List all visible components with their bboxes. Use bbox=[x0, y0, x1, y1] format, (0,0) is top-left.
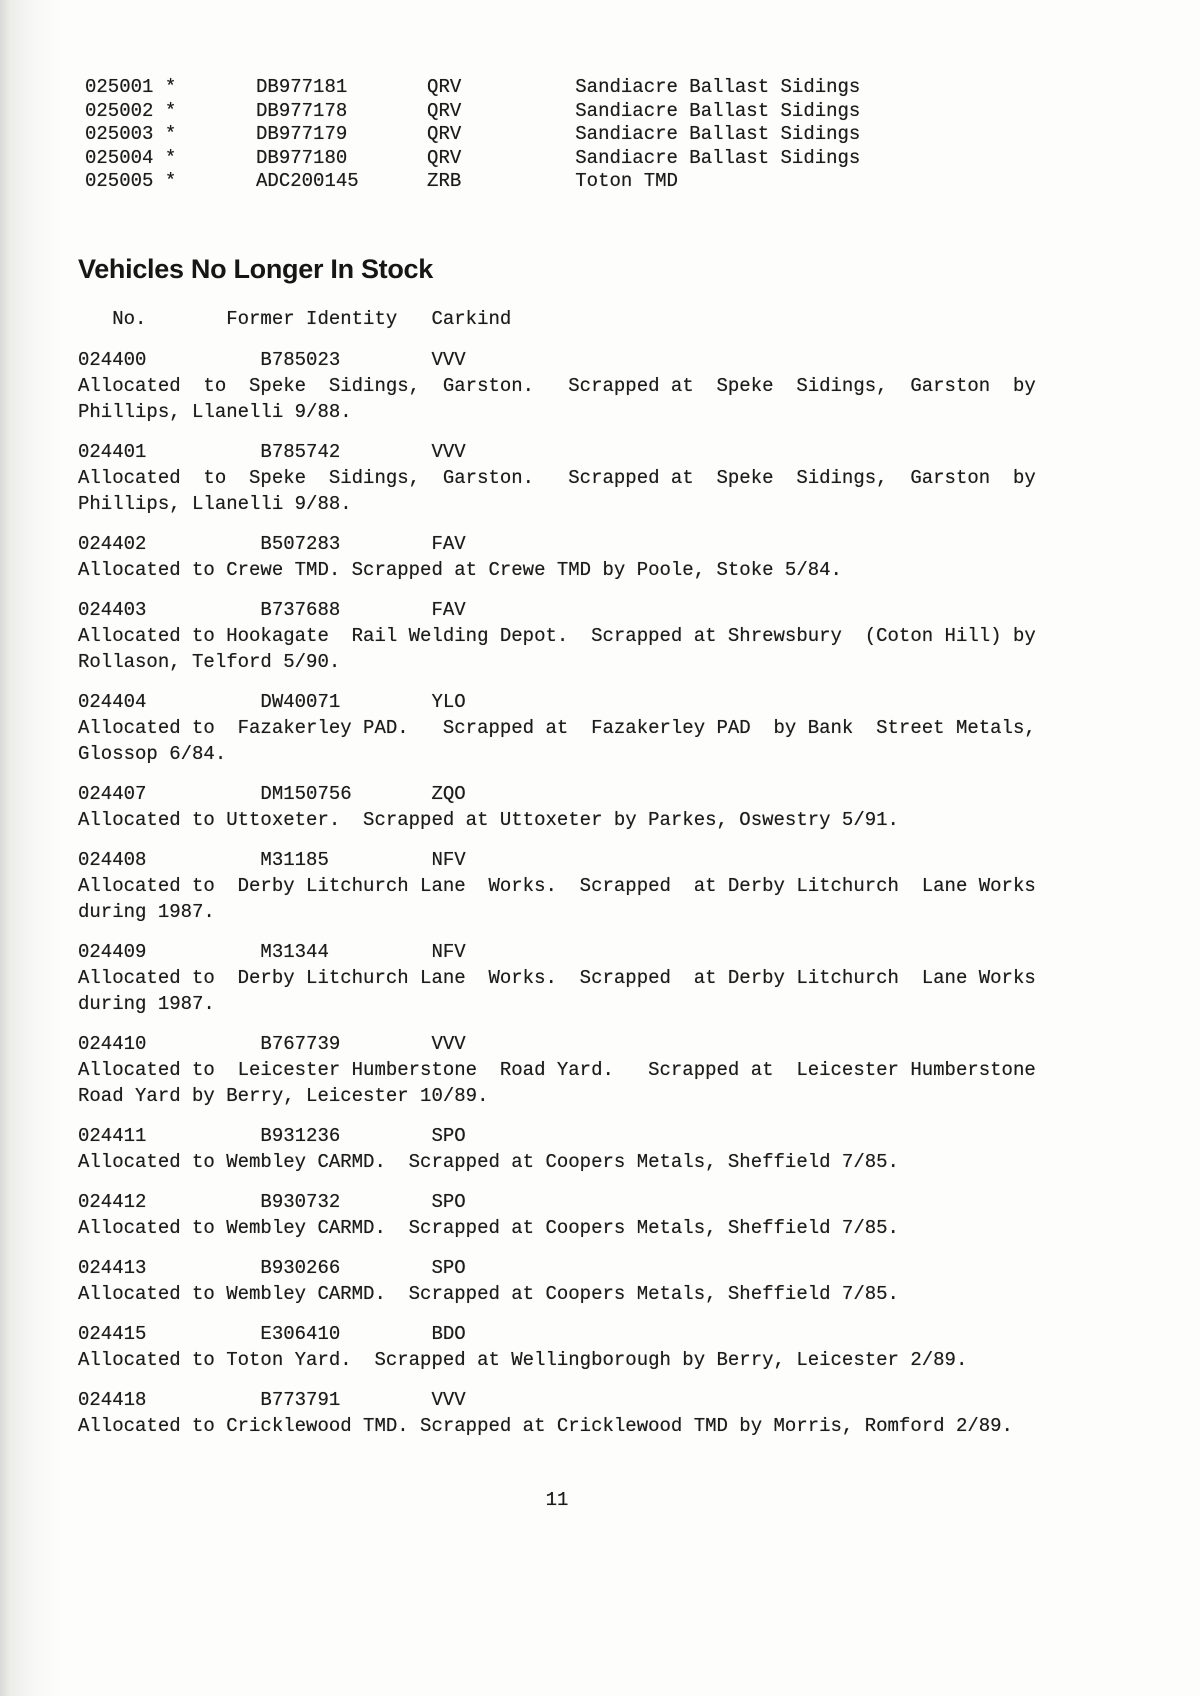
entry bbox=[78, 531, 1160, 583]
in-stock-table bbox=[85, 76, 1160, 194]
entry-detail-line: Glossop 6/84. bbox=[78, 742, 227, 765]
section-title: Vehicles No Longer In Stock bbox=[78, 253, 433, 284]
entry-header: 024407 DM150756 ZQO bbox=[78, 782, 466, 805]
entry-header: 024415 E306410 BDO bbox=[78, 1322, 466, 1345]
entry bbox=[78, 1387, 1160, 1439]
entry-detail-line: Allocated to Hookagate Rail Welding Depot. Scrapped at Shrewsbury (Coton Hill) by bbox=[78, 624, 1036, 647]
entry-header: 024403 B737688 FAV bbox=[78, 598, 466, 621]
entry-detail-line: Allocated to Speke Sidings, Garston. Scrapped at Speke Sidings, Garston by bbox=[78, 374, 1036, 397]
entry-detail-line: Allocated to Wembley CARMD. Scrapped at Coopers Metals, Sheffield 7/85. bbox=[78, 1150, 899, 1173]
column-header: No. Former Identity Carkind bbox=[78, 307, 512, 330]
entry-header: 024411 B931236 SPO bbox=[78, 1124, 466, 1147]
entry-header: 024418 B773791 VVV bbox=[78, 1388, 466, 1411]
entry-detail-line: Allocated to Derby Litchurch Lane Works. Scrapped at Derby Litchurch Lane Works bbox=[78, 966, 1036, 989]
entry bbox=[78, 939, 1160, 1017]
entry-detail-line: during 1987. bbox=[78, 900, 215, 923]
in-stock-row: 025004 * DB977180 QRV Sandiacre Ballast Sidings bbox=[85, 146, 861, 169]
entry-detail-line: Allocated to Crewe TMD. Scrapped at Crewe TMD by Poole, Stoke 5/84. bbox=[78, 558, 842, 581]
entry-detail-line: Phillips, Llanelli 9/88. bbox=[78, 400, 352, 423]
entry-header: 024409 M31344 NFV bbox=[78, 940, 466, 963]
entry-header: 024408 M31185 NFV bbox=[78, 848, 466, 871]
entry bbox=[78, 1123, 1160, 1175]
entry-header: 024402 B507283 FAV bbox=[78, 532, 466, 555]
entry bbox=[78, 347, 1160, 425]
entry bbox=[78, 597, 1160, 675]
entry-header: 024412 B930732 SPO bbox=[78, 1190, 466, 1213]
entry-detail-line: Allocated to Speke Sidings, Garston. Scrapped at Speke Sidings, Garston by bbox=[78, 466, 1036, 489]
entry-detail-line: Allocated to Fazakerley PAD. Scrapped at Fazakerley PAD by Bank Street Metals, bbox=[78, 716, 1036, 739]
entry bbox=[78, 781, 1160, 833]
entry bbox=[78, 689, 1160, 767]
in-stock-row: 025003 * DB977179 QRV Sandiacre Ballast Sidings bbox=[85, 123, 861, 145]
entry-header: 024413 B930266 SPO bbox=[78, 1256, 466, 1279]
entry-detail-line: Rollason, Telford 5/90. bbox=[78, 650, 341, 673]
entry-detail-line: Road Yard by Berry, Leicester 10/89. bbox=[78, 1084, 489, 1107]
entry bbox=[78, 1321, 1160, 1373]
entry-header: 024410 B767739 VVV bbox=[78, 1032, 466, 1055]
in-stock-row: 025005 * ADC200145 ZRB Toton TMD bbox=[85, 170, 678, 192]
entry bbox=[78, 1031, 1160, 1109]
entry-detail-line: Allocated to Toton Yard. Scrapped at Wellingborough by Berry, Leicester 2/89. bbox=[78, 1348, 968, 1371]
in-stock-row: 025002 * DB977178 QRV Sandiacre Ballast Sidings bbox=[85, 99, 861, 122]
entry bbox=[78, 1255, 1160, 1307]
entry-header: 024404 DW40071 YLO bbox=[78, 690, 466, 713]
in-stock-row: 025001 * DB977181 QRV Sandiacre Ballast Sidings bbox=[85, 76, 861, 98]
entry-header: 024401 B785742 VVV bbox=[78, 440, 466, 463]
entry-detail-line: Allocated to Derby Litchurch Lane Works. Scrapped at Derby Litchurch Lane Works bbox=[78, 874, 1036, 897]
entries-list bbox=[78, 347, 1160, 1439]
entry bbox=[78, 439, 1160, 517]
entry-detail-line: Allocated to Wembley CARMD. Scrapped at Coopers Metals, Sheffield 7/85. bbox=[78, 1216, 899, 1239]
entry-detail-line: Phillips, Llanelli 9/88. bbox=[78, 492, 352, 515]
entry bbox=[78, 847, 1160, 925]
entry-detail-line: Allocated to Leicester Humberstone Road Yard. Scrapped at Leicester Humberstone bbox=[78, 1058, 1036, 1081]
entry bbox=[78, 1189, 1160, 1241]
page-number: 11 bbox=[545, 1488, 569, 1511]
entry-detail-line: Allocated to Uttoxeter. Scrapped at Uttoxeter by Parkes, Oswestry 5/91. bbox=[78, 808, 899, 831]
entry-detail-line: Allocated to Wembley CARMD. Scrapped at Coopers Metals, Sheffield 7/85. bbox=[78, 1282, 899, 1305]
entry-detail-line: Allocated to Cricklewood TMD. Scrapped at Cricklewood TMD by Morris, Romford 2/89. bbox=[78, 1414, 1013, 1437]
entry-detail-line: during 1987. bbox=[78, 992, 215, 1015]
entry-header: 024400 B785023 VVV bbox=[78, 348, 466, 371]
